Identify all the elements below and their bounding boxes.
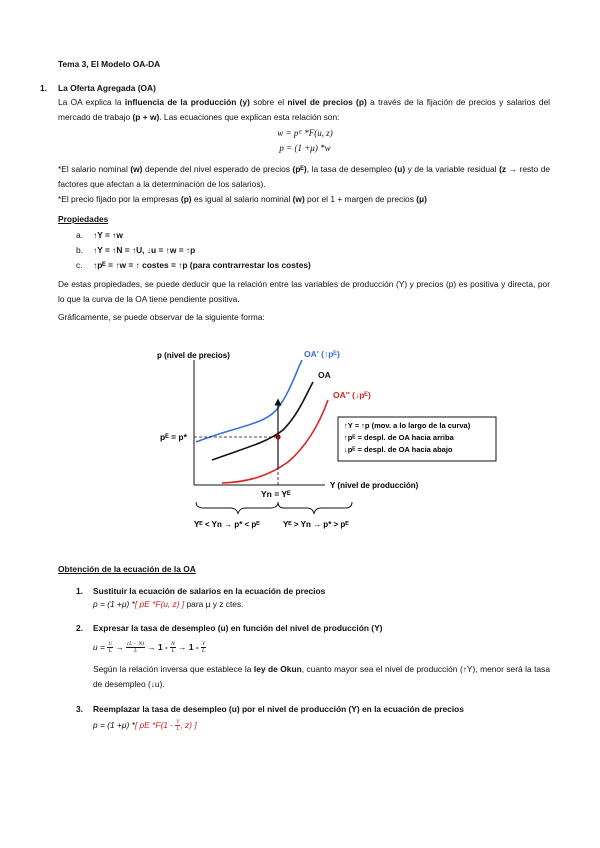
note-price: *El precio fijado por la empresas (p) es igual al salario nominal (w) por el 1 + margen de precios (μ) [58,194,427,204]
step3-title: Reemplazar la tasa de desempleo (u) por el nivel de producción (Y) en la ecuación de precios [93,704,464,714]
okun-paragraph: Según la relación inversa que establece la ley de Okun, cuanto mayor sea el nivel de producción (↑Y), menor será la tasa de desempleo (↓u). [93,664,550,689]
pe-label: pᴱ = p* [160,432,187,442]
oa-graph [0,330,600,540]
yn-label: Yn = Yᴱ [261,489,291,499]
legend-item-2: ↑pᴱ = despl. de OA hacia arriba [344,433,454,442]
intro-paragraph: La OA explica la influencia de la producción (y) sobre el nivel de precios (p) a través de la fijación de precios y salarios del mercado de trabajo (p + w). Las ecuaciones que explican esta relación son: [58,97,551,122]
right-brace [278,502,352,514]
wage-equation: w = pᴱ *F(u, z) [277,128,333,138]
price-equation: p = (1 +μ) *w [279,143,331,153]
prop-letter-b: b. [76,245,83,255]
section-title: La Oferta Agregada (OA) [58,83,156,93]
note-wage: *El salario nominal (w) depende del nivel esperado de precios (pᴱ), la tasa de desempleo (u) y de la variable residual (z → resto de factores que afectan a la determinación de los salarios). [58,164,551,189]
prop-item-c: ↑pᴱ = ↑w = ↑ costes = ↑p (para contrarrestar los costes) [93,260,311,270]
brace-right-label: Yᴱ > Yn → p* > pᴱ [283,520,349,529]
step2-number: 2. [76,623,83,633]
x-axis-label: Y (nivel de producción) [330,481,419,490]
curve-oa-label: OA [318,370,331,380]
step2-title: Expresar la tasa de desempleo (u) en función del nivel de producción (Y) [93,623,383,633]
y-axis-label: p (nivel de precios) [157,351,230,360]
curve-oa [212,382,313,460]
prop-item-b: ↑Y = ↑N = ↑U, ↓u = ↑w = ↑p [93,245,196,255]
obtencion-heading: Obtención de la ecuación de la OA [58,564,196,574]
step1-equation: p = (1 +μ) *[ pE *F(u, z) ] para μ y z ctes. [93,599,244,609]
equilibrium-point [275,434,280,439]
propiedades-heading: Propiedades [58,214,109,224]
prop-letter-c: c. [76,260,83,270]
curve-oa-prime [196,360,302,442]
step3-equation: p = (1 +μ) *[ pE *F(1 - $\frac{Y}{L}$ , z) ] [93,719,197,733]
step3-number: 3. [76,704,83,714]
step1-title: Sustituir la ecuación de salarios en la ecuación de precios [93,586,326,596]
page-title: Tema 3, El Modelo OA-DA [58,59,161,69]
section-number: 1. [40,83,47,93]
curve-oa-prime-label: OA' (↑pᴱ) [304,349,340,359]
legend-item-3: ↓pᴱ = despl. de OA hacia abajo [344,445,453,454]
left-brace [196,502,278,514]
brace-left-label: Yᴱ < Yn → p* < pᴱ [194,520,260,529]
curve-oa-dprime-label: OA'' (↓pᴱ) [333,390,371,400]
legend-item-1: ↑Y = ↑p (mov. a lo largo de la curva) [344,421,471,430]
step1-number: 1. [76,586,83,596]
prop-item-a: ↑Y = ↑w [93,230,123,240]
properties-conclusion: De estas propiedades, se puede deducir que la relación entre las variables de producción (Y) y precios (p) es positiva y directa, por lo que la curva de la OA tiene pendiente positiva. [58,279,550,304]
step2-derivation: u = $\frac{U}{L}$ → $\frac{(L - N)}{L}$ → 1 - $\frac{N}{L}$ → 1 - $\frac{Y}{L}$ [93,641,206,655]
prop-letter-a: a. [76,230,83,240]
graph-intro: Gráficamente, se puede observar de la siguiente forma: [58,312,265,322]
